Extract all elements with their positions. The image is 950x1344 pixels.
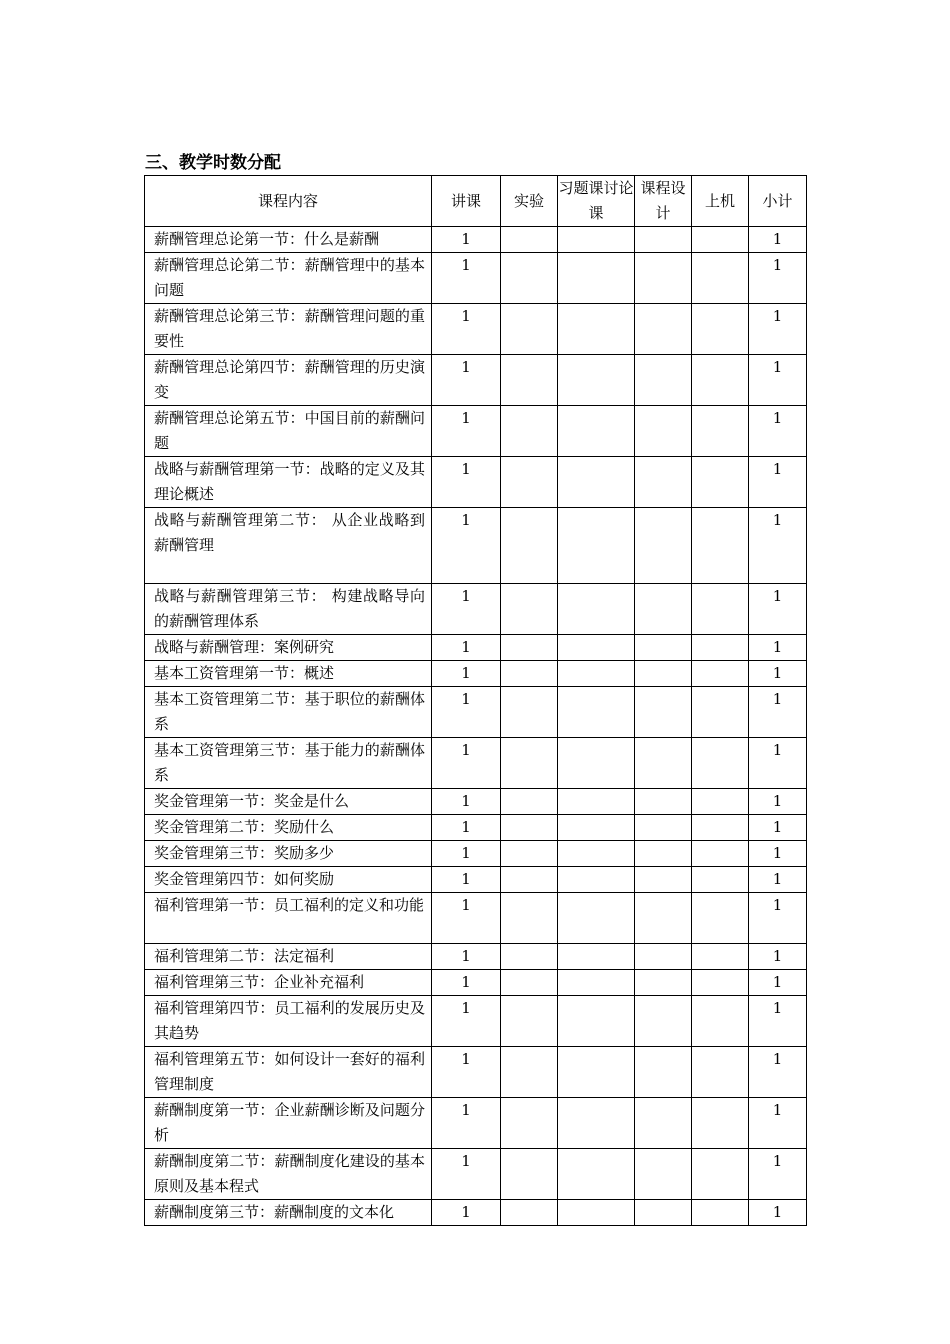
cell-lecture: 1 [432,1200,501,1226]
cell-content: 战略与薪酬管理第一节：战略的定义及其理论概述 [145,457,432,508]
table-row [145,789,807,815]
cell-subtotal: 1 [749,661,807,687]
cell-lab [501,253,558,304]
cell-subtotal: 1 [749,1149,807,1200]
cell-exercise [558,1098,635,1149]
cell-exercise [558,867,635,893]
cell-lecture: 1 [432,1149,501,1200]
cell-lab [501,996,558,1047]
header-subtotal: 小计 [749,176,807,227]
cell-content: 战略与薪酬管理：案例研究 [145,635,432,661]
table-row [145,815,807,841]
cell-computer [692,406,749,457]
cell-design [635,253,692,304]
cell-design [635,406,692,457]
table-row [145,406,807,457]
cell-subtotal: 1 [749,944,807,970]
cell-computer [692,635,749,661]
cell-exercise [558,815,635,841]
cell-computer [692,687,749,738]
cell-computer [692,253,749,304]
cell-design [635,738,692,789]
table-row [145,893,807,944]
table-row [145,1200,807,1226]
table-row [145,355,807,406]
cell-computer [692,944,749,970]
cell-subtotal: 1 [749,635,807,661]
header-lecture: 讲课 [432,176,501,227]
cell-subtotal: 1 [749,687,807,738]
cell-computer [692,227,749,253]
cell-design [635,457,692,508]
table-body [145,227,807,1226]
header-exercise-discussion: 习题课讨论课 [558,176,635,227]
cell-computer [692,841,749,867]
cell-lecture: 1 [432,1047,501,1098]
cell-content: 薪酬管理总论第三节：薪酬管理问题的重要性 [145,304,432,355]
cell-subtotal: 1 [749,584,807,635]
cell-lab [501,457,558,508]
table-row [145,996,807,1047]
cell-design [635,304,692,355]
cell-lecture: 1 [432,867,501,893]
header-lab: 实验 [501,176,558,227]
cell-computer [692,1200,749,1226]
cell-computer [692,867,749,893]
cell-lecture: 1 [432,687,501,738]
cell-lecture: 1 [432,789,501,815]
hours-allocation-table [144,175,807,1226]
table-row [145,508,807,584]
cell-content: 福利管理第二节：法定福利 [145,944,432,970]
cell-lab [501,841,558,867]
cell-content: 奖金管理第一节：奖金是什么 [145,789,432,815]
cell-content: 基本工资管理第一节：概述 [145,661,432,687]
cell-subtotal: 1 [749,867,807,893]
cell-content: 福利管理第四节：员工福利的发展历史及其趋势 [145,996,432,1047]
cell-exercise [558,738,635,789]
cell-exercise [558,304,635,355]
cell-lecture: 1 [432,508,501,584]
cell-exercise [558,355,635,406]
cell-design [635,635,692,661]
cell-exercise [558,841,635,867]
cell-computer [692,355,749,406]
cell-subtotal: 1 [749,304,807,355]
cell-content: 福利管理第三节：企业补充福利 [145,970,432,996]
cell-design [635,841,692,867]
cell-design [635,1200,692,1226]
cell-exercise [558,944,635,970]
cell-subtotal: 1 [749,841,807,867]
cell-content: 薪酬管理总论第二节：薪酬管理中的基本问题 [145,253,432,304]
cell-design [635,1047,692,1098]
cell-content: 战略与薪酬管理第三节： 构建战略导向的薪酬管理体系 [145,584,432,635]
cell-computer [692,789,749,815]
cell-lab [501,1200,558,1226]
cell-lab [501,406,558,457]
cell-content: 薪酬制度第三节：薪酬制度的文本化 [145,1200,432,1226]
table-row [145,661,807,687]
cell-lab [501,867,558,893]
cell-computer [692,996,749,1047]
cell-lab [501,227,558,253]
cell-lecture: 1 [432,841,501,867]
cell-subtotal: 1 [749,457,807,508]
table-row [145,457,807,508]
cell-exercise [558,584,635,635]
cell-content: 薪酬制度第二节：薪酬制度化建设的基本原则及基本程式 [145,1149,432,1200]
cell-subtotal: 1 [749,996,807,1047]
cell-subtotal: 1 [749,355,807,406]
cell-computer [692,508,749,584]
cell-lecture: 1 [432,253,501,304]
cell-content: 薪酬管理总论第一节：什么是薪酬 [145,227,432,253]
cell-lecture: 1 [432,944,501,970]
cell-content: 奖金管理第四节：如何奖励 [145,867,432,893]
cell-design [635,1098,692,1149]
table-row [145,304,807,355]
cell-computer [692,584,749,635]
cell-design [635,867,692,893]
header-course-design: 课程设计 [635,176,692,227]
cell-exercise [558,635,635,661]
cell-content: 薪酬管理总论第四节：薪酬管理的历史演变 [145,355,432,406]
cell-exercise [558,253,635,304]
cell-design [635,789,692,815]
table-row [145,1149,807,1200]
cell-design [635,661,692,687]
cell-exercise [558,406,635,457]
cell-design [635,970,692,996]
cell-subtotal: 1 [749,406,807,457]
cell-lecture: 1 [432,996,501,1047]
table-row [145,1098,807,1149]
cell-subtotal: 1 [749,815,807,841]
cell-computer [692,304,749,355]
cell-subtotal: 1 [749,253,807,304]
cell-lab [501,944,558,970]
cell-lecture: 1 [432,661,501,687]
cell-design [635,944,692,970]
cell-lab [501,661,558,687]
cell-lecture: 1 [432,584,501,635]
cell-exercise [558,687,635,738]
cell-subtotal: 1 [749,1047,807,1098]
cell-lecture: 1 [432,815,501,841]
cell-exercise [558,1200,635,1226]
cell-exercise [558,661,635,687]
cell-lab [501,1047,558,1098]
cell-content: 奖金管理第三节：奖励多少 [145,841,432,867]
cell-design [635,584,692,635]
cell-exercise [558,893,635,944]
cell-lecture: 1 [432,970,501,996]
header-computer: 上机 [692,176,749,227]
table-row [145,227,807,253]
cell-lab [501,738,558,789]
cell-design [635,996,692,1047]
cell-lab [501,789,558,815]
table-row [145,1047,807,1098]
cell-lecture: 1 [432,635,501,661]
cell-computer [692,661,749,687]
cell-computer [692,1098,749,1149]
cell-exercise [558,996,635,1047]
cell-exercise [558,227,635,253]
cell-subtotal: 1 [749,738,807,789]
cell-subtotal: 1 [749,970,807,996]
cell-design [635,815,692,841]
cell-subtotal: 1 [749,227,807,253]
table-row [145,867,807,893]
cell-lab [501,970,558,996]
cell-computer [692,738,749,789]
cell-computer [692,970,749,996]
cell-computer [692,893,749,944]
cell-lecture: 1 [432,893,501,944]
cell-design [635,687,692,738]
cell-lab [501,584,558,635]
cell-exercise [558,789,635,815]
cell-lecture: 1 [432,304,501,355]
cell-lab [501,687,558,738]
table-row [145,635,807,661]
cell-lab [501,508,558,584]
cell-exercise [558,970,635,996]
cell-exercise [558,1047,635,1098]
cell-content: 薪酬管理总论第五节：中国目前的薪酬问题 [145,406,432,457]
cell-design [635,227,692,253]
cell-subtotal: 1 [749,1200,807,1226]
cell-exercise [558,508,635,584]
cell-lecture: 1 [432,738,501,789]
cell-lecture: 1 [432,406,501,457]
cell-design [635,893,692,944]
cell-lab [501,893,558,944]
cell-computer [692,815,749,841]
cell-subtotal: 1 [749,508,807,584]
section-title: 三、教学时数分配 [145,153,281,173]
cell-subtotal: 1 [749,893,807,944]
cell-lab [501,1098,558,1149]
table-row [145,970,807,996]
cell-subtotal: 1 [749,789,807,815]
cell-content: 基本工资管理第三节：基于能力的薪酬体系 [145,738,432,789]
cell-computer [692,1149,749,1200]
cell-exercise [558,457,635,508]
table-row [145,253,807,304]
cell-subtotal: 1 [749,1098,807,1149]
cell-lecture: 1 [432,1098,501,1149]
cell-design [635,355,692,406]
cell-lecture: 1 [432,355,501,406]
table-row [145,841,807,867]
cell-content: 战略与薪酬管理第二节： 从企业战略到薪酬管理 [145,508,432,584]
table-row [145,738,807,789]
cell-content: 福利管理第一节：员工福利的定义和功能 [145,893,432,944]
cell-content: 基本工资管理第二节：基于职位的薪酬体系 [145,687,432,738]
cell-lab [501,355,558,406]
cell-lecture: 1 [432,457,501,508]
cell-design [635,508,692,584]
table-row [145,584,807,635]
cell-content: 奖金管理第二节：奖励什么 [145,815,432,841]
cell-lab [501,815,558,841]
cell-design [635,1149,692,1200]
cell-computer [692,1047,749,1098]
cell-content: 福利管理第五节：如何设计一套好的福利管理制度 [145,1047,432,1098]
cell-lab [501,304,558,355]
cell-lab [501,1149,558,1200]
cell-lab [501,635,558,661]
cell-lecture: 1 [432,227,501,253]
table-row [145,944,807,970]
cell-exercise [558,1149,635,1200]
cell-computer [692,457,749,508]
cell-content: 薪酬制度第一节：企业薪酬诊断及问题分析 [145,1098,432,1149]
table-row [145,687,807,738]
header-content: 课程内容 [145,176,432,227]
table-header-row [145,176,807,227]
